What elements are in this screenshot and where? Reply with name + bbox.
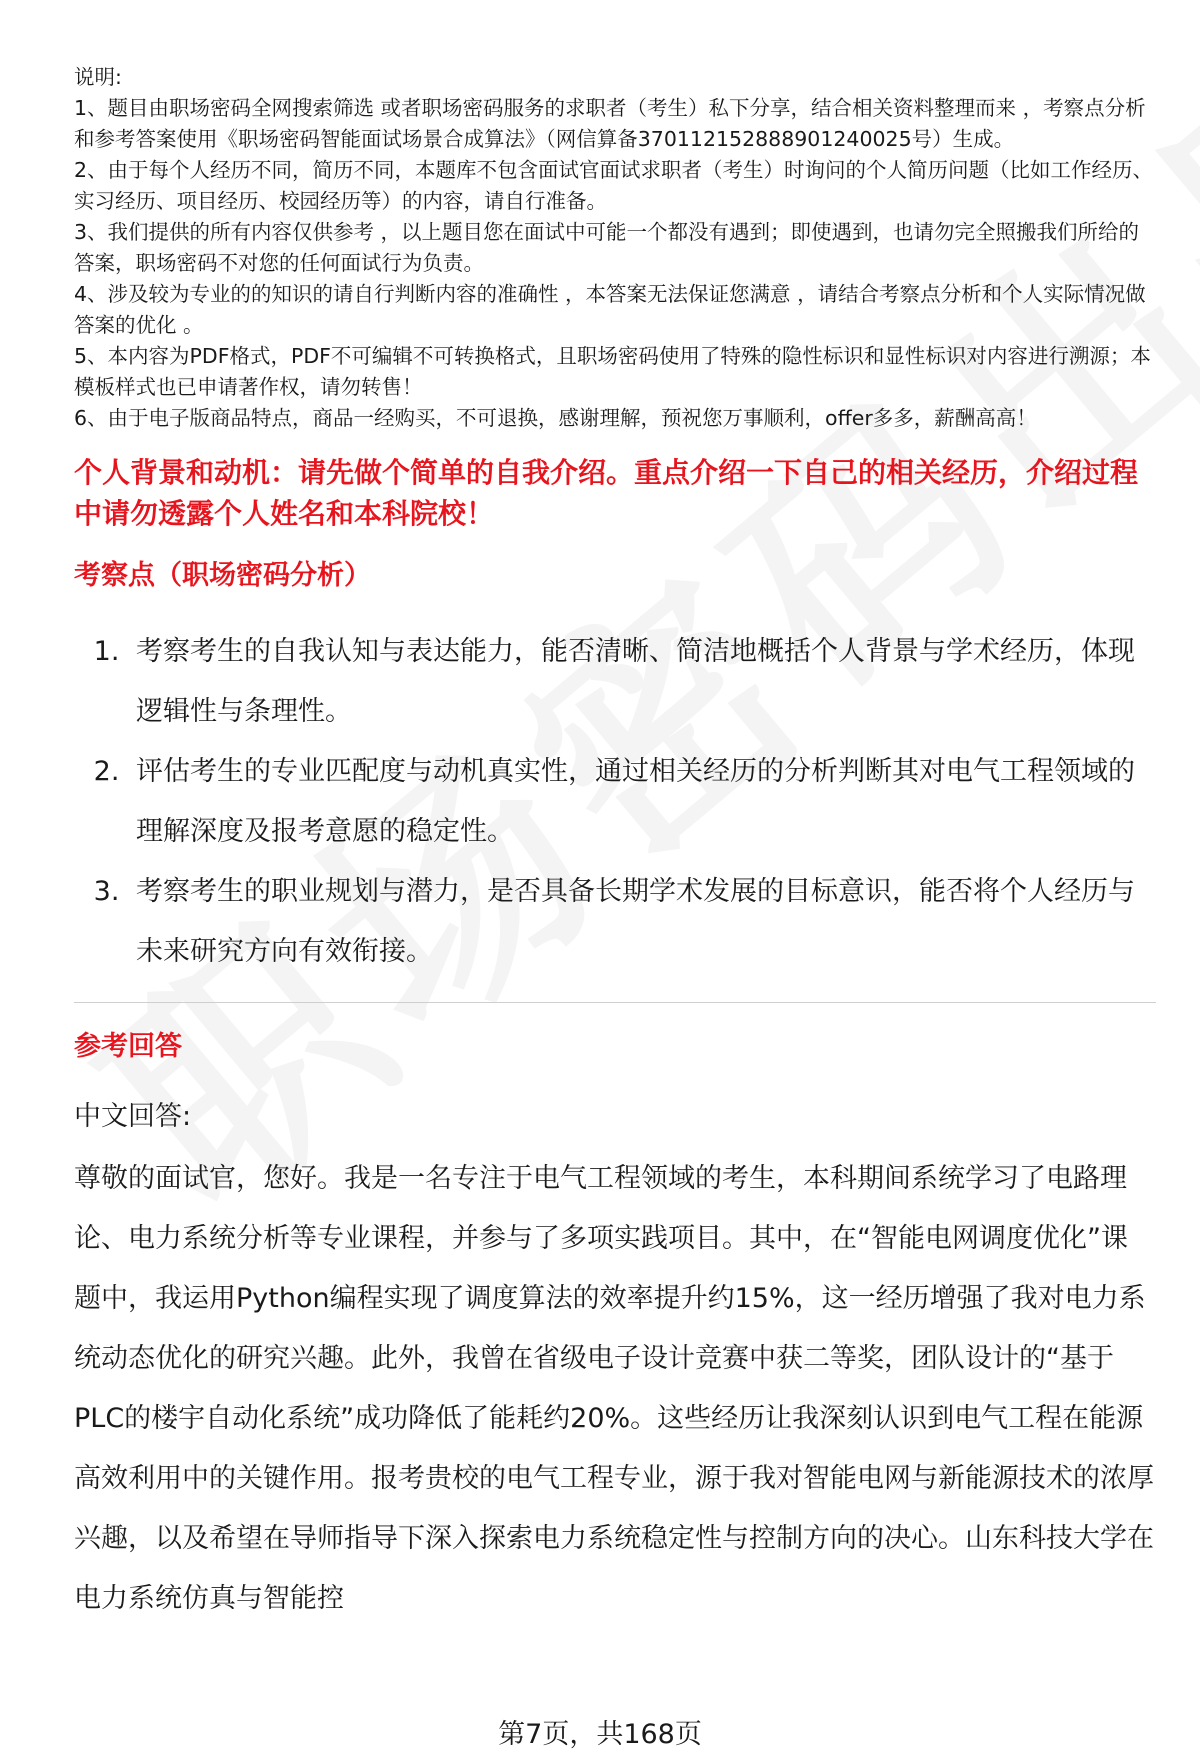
analysis-point: 1. 考察考生的自我认知与表达能力，能否清晰、简洁地概括个人背景与学术经历，体现逻辑性与条理性。 (128, 622, 1154, 742)
notes-item: 3、我们提供的所有内容仅供参考 ，以上题目您在面试中可能一个都没有遇到；即使遇到，也请勿完全照搬我们所给的答案，职场密码不对您的任何面试行为负责。 (74, 220, 1140, 275)
answer-body: 尊敬的面试官，您好。我是一名专注于电气工程领域的考生，本科期间系统学习了电路理论、电力系统分析等专业课程，并参与了多项实践项目。其中，在“智能电网调度优化”课题中，我运用Python编程实现了调度算法的效率提升约15%，这一经历增强了我对电力系统动态优化的研究兴趣。此外，我曾在省级电子设计竞赛中获二等奖，团队设计的“基于PLC的楼宇自动化系统”成功降低了能耗约20%。这些经历让我深刻认识到电气工程在能源高效利用中的关键作用。报考贵校的电气工程专业，源于我对智能电网与新能源技术的浓厚兴趣，以及希望在导师指导下深入探索电力系统稳定性与控制方向的决心。山东科技大学在电力系统仿真与智能控 (74, 1163, 1154, 1614)
notes-item: 5、本内容为PDF格式，PDF不可编辑不可转换格式，且职场密码使用了特殊的隐性标识和显性标识对内容进行溯源；本模板样式也已申请著作权，请勿转售！ (74, 344, 1151, 399)
notes-section (74, 62, 1154, 434)
analysis-point: 3. 考察考生的职业规划与潜力，是否具备长期学术发展的目标意识，能否将个人经历与未来研究方向有效衔接。 (128, 862, 1154, 982)
document-page (74, 62, 1154, 1629)
page-number: 第7页，共168页 (498, 1719, 702, 1750)
analysis-title: 考察点（职场密码分析） (74, 560, 371, 591)
notes-item: 6、由于电子版商品特点，商品一经购买，不可退换，感谢理解，预祝您万事顺利，offer多多，薪酬高高！ (74, 406, 1037, 430)
notes-item: 1、题目由职场密码全网搜索筛选 或者职场密码服务的求职者（考生）私下分享，结合相关资料整理而来 ，考察点分析和参考答案使用《职场密码智能面试场景合成算法》（网信算备370112152888901240025号）生成。 (74, 96, 1146, 151)
section-divider (74, 1002, 1156, 1003)
answer-subtitle: 中文回答: (74, 1101, 192, 1132)
interview-question: 个人背景和动机：请先做个简单的自我介绍。重点介绍一下自己的相关经历，介绍过程中请勿透露个人姓名和本科院校！ (74, 456, 1139, 530)
notes-heading: 说明: (74, 65, 122, 89)
answer-title: 参考回答 (74, 1031, 182, 1062)
notes-item: 2、由于每个人经历不同，简历不同，本题库不包含面试官面试求职者（考生）时询问的个人简历问题（比如工作经历、实习经历、项目经历、校园经历等）的内容，请自行准备。 (74, 158, 1154, 213)
analysis-points-list (74, 622, 1154, 982)
notes-item: 4、涉及较为专业的的知识的请自行判断内容的准确性 ，本答案无法保证您满意 ，请结合考察点分析和个人实际情况做答案的优化 。 (74, 282, 1146, 337)
analysis-point: 2. 评估考生的专业匹配度与动机真实性，通过相关经历的分析判断其对电气工程领域的理解深度及报考意愿的稳定性。 (128, 742, 1154, 862)
